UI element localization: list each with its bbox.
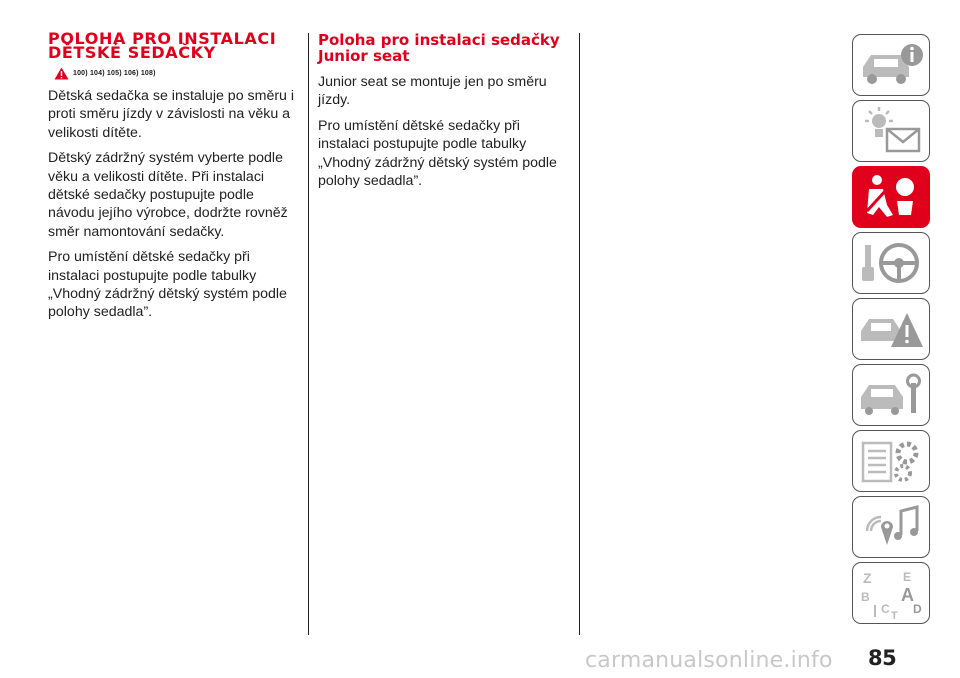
- column-divider: [308, 33, 309, 635]
- alphabetical-index-icon: [857, 567, 925, 619]
- tab-maintenance[interactable]: [852, 364, 930, 426]
- tab-emergency[interactable]: [852, 298, 930, 360]
- tab-safety[interactable]: [852, 166, 930, 228]
- index-letter: D: [913, 602, 922, 616]
- key-steering-wheel-icon: [857, 237, 925, 289]
- index-letter: B: [861, 590, 870, 604]
- left-column: [48, 29, 296, 329]
- tab-starting-driving[interactable]: [852, 232, 930, 294]
- paragraph: Pro umístění dětské sedačky při instalaci postupujte podle tabulky „Vhodný zádržný dětský systém podle polohy sedadla”.: [48, 249, 287, 321]
- multimedia-icon: [857, 501, 925, 553]
- watermark: carmanualsonline.info: [585, 648, 833, 673]
- paragraph: Pro umístění dětské sedačky při instalaci postupujte podle tabulky „Vhodný zádržný dětský systém podle polohy sedadla”.: [318, 117, 557, 190]
- column-divider: [579, 33, 580, 635]
- section-heading: POLOHA PRO INSTALACI DĚTSKÉ SEDAČKY: [48, 29, 277, 62]
- warning-lights-icon: [857, 105, 925, 157]
- technical-data-icon: [857, 435, 925, 487]
- car-emergency-icon: [857, 303, 925, 355]
- index-letter: Z: [863, 570, 872, 586]
- index-letter: A: [901, 585, 914, 605]
- paragraph: Junior seat se montuje jen po směru jízdy.: [318, 74, 547, 109]
- seatbelt-airbag-icon: [857, 171, 925, 223]
- car-maintenance-icon: [857, 369, 925, 421]
- tab-multimedia[interactable]: [852, 496, 930, 558]
- tab-technical-data[interactable]: [852, 430, 930, 492]
- warning-triangle-icon: [54, 67, 69, 80]
- index-letter: C: [881, 602, 890, 616]
- tab-warning-lights[interactable]: [852, 100, 930, 162]
- car-info-icon: [857, 39, 925, 91]
- paragraph: Dětská sedačka se instaluje po směru i proti směru jízdy v závislosti na věku a velikosti dítěte.: [48, 88, 295, 141]
- warning-refs-text: 100) 104) 105) 106) 108): [73, 70, 156, 77]
- tab-index[interactable]: [852, 562, 930, 624]
- subsection-heading: Poloha pro instalaci sedačky Junior seat: [318, 31, 560, 65]
- chapter-tabs: [852, 34, 930, 628]
- index-letter: T: [891, 610, 898, 619]
- index-letter: E: [903, 570, 912, 584]
- tab-car-info[interactable]: [852, 34, 930, 96]
- paragraph: Dětský zádržný systém vyberte podle věku a velikosti dítěte. Při instalaci dětské sedačky postupujte podle návodu jejího výrobce, dodržte rovněž směr namontování sedačky.: [48, 150, 288, 240]
- warning-references: [54, 67, 296, 80]
- page-number: 85: [868, 646, 897, 670]
- right-column: [318, 32, 570, 197]
